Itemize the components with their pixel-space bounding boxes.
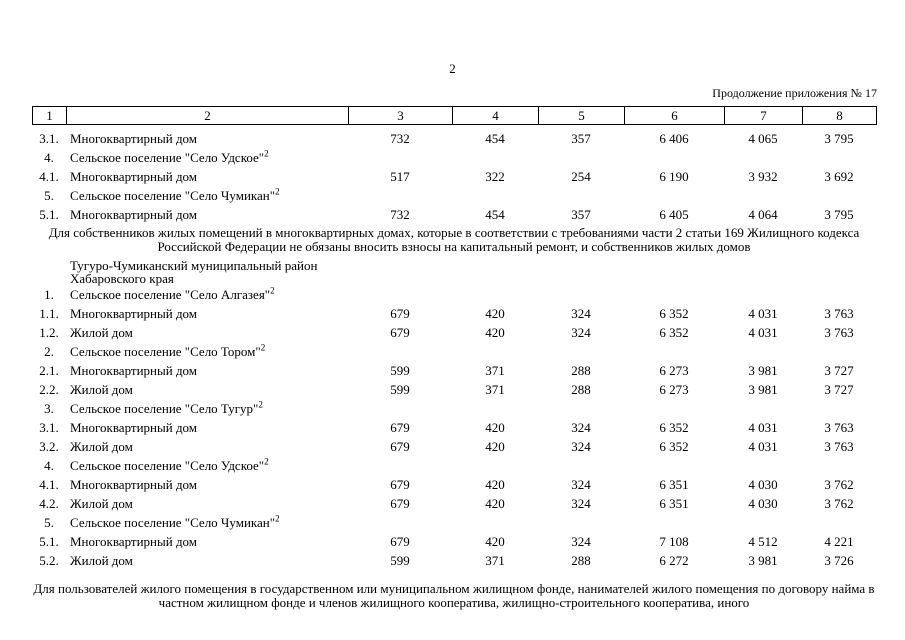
value-cell (624, 342, 724, 361)
header-row (33, 107, 877, 125)
separator-text: Для собственников жилых помещений в многоквартирных домах, которые в соответствии с требованиями части 2 статьи 169 Жилищного кодекса Российской Федерации не обязаны вносить взносы на капитальный ремонт, и собственников жилых домов (48, 225, 860, 254)
row-number: 3. (44, 401, 54, 416)
row-number: 4.1. (39, 477, 59, 492)
value-cell (624, 513, 724, 532)
header-cell: 4 (453, 107, 539, 125)
row-number: 2.2. (39, 382, 59, 397)
row-name (66, 129, 348, 148)
row-number: 4. (44, 150, 54, 165)
value-cell: 3 981 (748, 363, 778, 378)
value-cell: 420 (485, 306, 505, 321)
row-name (66, 205, 348, 224)
value-cell (724, 342, 802, 361)
value-cell: 324 (571, 306, 591, 321)
value-cell (538, 285, 624, 304)
value-cell: 371 (485, 553, 505, 568)
value-cell: 3 795 (824, 207, 854, 222)
value-cell (624, 285, 724, 304)
row-name-text: Многоквартирный дом (70, 420, 198, 435)
value-cell (802, 186, 876, 205)
row-name (66, 167, 348, 186)
value-cell (624, 399, 724, 418)
value-cell (802, 148, 876, 167)
row-name (66, 456, 348, 475)
value-cell: 357 (571, 131, 591, 146)
value-cell (538, 399, 624, 418)
value-cell: 3 763 (824, 439, 854, 454)
value-cell (348, 186, 452, 205)
row-number: 5. (44, 188, 54, 203)
value-cell: 679 (390, 325, 410, 340)
value-cell: 517 (390, 169, 410, 184)
row-number: 4.1. (39, 169, 59, 184)
value-cell: 3 763 (824, 325, 854, 340)
value-cell: 322 (485, 169, 505, 184)
value-cell (802, 456, 876, 475)
district-num (32, 254, 66, 285)
row-name (66, 323, 348, 342)
table-row (32, 437, 876, 456)
footer-text: Для пользователей жилого помещения в государственном или муниципальном жилищном фонде, нанимателей жилого помещения по договору найма в частном жилищном фонде и членов жилищного кооператива, жилищно-строительного кооператива, иного (33, 581, 875, 610)
table-row (32, 285, 876, 304)
value-cell: 420 (485, 325, 505, 340)
row-name-text: Многоквартирный дом (70, 534, 198, 549)
value-cell: 732 (390, 207, 410, 222)
column-number-header (32, 106, 877, 125)
table-row (32, 129, 876, 148)
value-cell: 3 692 (824, 169, 854, 184)
value-cell: 371 (485, 363, 505, 378)
continuation-note: Продолжение приложения № 17 (712, 86, 877, 100)
value-cell: 3 981 (748, 553, 778, 568)
value-cell (724, 399, 802, 418)
header-cell: 2 (67, 107, 349, 125)
table-row (32, 323, 876, 342)
value-cell (802, 399, 876, 418)
row-number: 5.2. (39, 553, 59, 568)
header-cell: 1 (33, 107, 67, 125)
value-cell: 420 (485, 477, 505, 492)
district-name: Тугуро-Чумиканский муниципальный район Хабаровского края (70, 258, 318, 286)
value-cell: 6 190 (659, 169, 689, 184)
value-cell: 679 (390, 477, 410, 492)
value-cell: 3 763 (824, 306, 854, 321)
row-number: 2.1. (39, 363, 59, 378)
row-name-text: Сельское поселение "Село Тугур" (70, 401, 259, 416)
value-cell (348, 342, 452, 361)
row-number: 1.1. (39, 306, 59, 321)
value-cell (452, 513, 538, 532)
footnote-mark: 2 (264, 148, 269, 159)
value-cell (538, 456, 624, 475)
value-cell: 6 273 (659, 363, 689, 378)
footnote-mark: 2 (275, 513, 280, 524)
value-cell (802, 285, 876, 304)
value-cell: 4 031 (748, 325, 778, 340)
row-name (66, 304, 348, 323)
row-number: 1. (44, 287, 54, 302)
row-name-text: Сельское поселение "Село Чумикан" (70, 188, 276, 203)
row-name (66, 399, 348, 418)
value-cell: 371 (485, 382, 505, 397)
value-cell (538, 186, 624, 205)
row-number: 5.1. (39, 207, 59, 222)
value-cell (802, 513, 876, 532)
value-cell: 4 065 (748, 131, 778, 146)
row-number: 3.1. (39, 420, 59, 435)
value-cell (724, 513, 802, 532)
row-number: 4.2. (39, 496, 59, 511)
page-number: 2 (449, 61, 456, 76)
value-cell: 599 (390, 553, 410, 568)
table-row (32, 205, 876, 224)
value-cell: 6 273 (659, 382, 689, 397)
row-name (66, 186, 348, 205)
row-name (66, 285, 348, 304)
header-cell: 3 (349, 107, 453, 125)
value-cell (724, 186, 802, 205)
value-cell (348, 148, 452, 167)
value-cell: 6 352 (659, 325, 689, 340)
value-cell: 357 (571, 207, 591, 222)
table-row (32, 494, 876, 513)
row-number: 5.1. (39, 534, 59, 549)
row-name (66, 148, 348, 167)
value-cell: 288 (571, 382, 591, 397)
value-cell: 420 (485, 420, 505, 435)
footnote-mark: 2 (258, 399, 263, 410)
table-row (32, 532, 876, 551)
value-cell: 420 (485, 439, 505, 454)
row-name-text: Жилой дом (70, 439, 133, 454)
row-name-text: Жилой дом (70, 496, 133, 511)
value-cell (624, 186, 724, 205)
value-cell: 679 (390, 439, 410, 454)
row-name-text: Многоквартирный дом (70, 363, 198, 378)
value-cell (452, 186, 538, 205)
value-cell (538, 342, 624, 361)
row-name (66, 475, 348, 494)
value-cell: 679 (390, 496, 410, 511)
table-row (32, 418, 876, 437)
table-row (32, 551, 876, 570)
value-cell (802, 342, 876, 361)
value-cell: 4 030 (748, 496, 778, 511)
value-cell: 324 (571, 496, 591, 511)
value-cell (452, 148, 538, 167)
row-name-text: Сельское поселение "Село Удское" (70, 458, 265, 473)
row-name-text: Жилой дом (70, 382, 133, 397)
table-row (32, 167, 876, 186)
header-cell: 5 (539, 107, 625, 125)
value-cell: 732 (390, 131, 410, 146)
table-row (32, 186, 876, 205)
row-name-text: Жилой дом (70, 553, 133, 568)
value-cell: 3 763 (824, 420, 854, 435)
value-cell: 4 064 (748, 207, 778, 222)
district-empty (348, 254, 876, 285)
value-cell (624, 148, 724, 167)
district-row (32, 254, 876, 285)
value-cell (452, 342, 538, 361)
row-name (66, 532, 348, 551)
value-cell: 4 031 (748, 420, 778, 435)
row-name-text: Жилой дом (70, 325, 133, 340)
row-name-text: Многоквартирный дом (70, 131, 198, 146)
value-cell: 420 (485, 534, 505, 549)
value-cell: 7 108 (659, 534, 689, 549)
row-name-text: Многоквартирный дом (70, 169, 198, 184)
row-name-text: Сельское поселение "Село Тором" (70, 344, 261, 359)
value-cell: 679 (390, 306, 410, 321)
footnote-mark: 2 (270, 285, 275, 296)
row-number: 3.2. (39, 439, 59, 454)
value-cell: 3 726 (824, 553, 854, 568)
value-cell: 324 (571, 477, 591, 492)
value-cell: 254 (571, 169, 591, 184)
value-cell: 4 031 (748, 306, 778, 321)
value-cell: 324 (571, 325, 591, 340)
value-cell: 599 (390, 382, 410, 397)
value-cell (348, 399, 452, 418)
table-row (32, 380, 876, 399)
row-name (66, 551, 348, 570)
row-number: 4. (44, 458, 54, 473)
table-row (32, 513, 876, 532)
table-row (32, 304, 876, 323)
row-name-text: Многоквартирный дом (70, 477, 198, 492)
table-row (32, 475, 876, 494)
table-row (32, 342, 876, 361)
table-row (32, 148, 876, 167)
value-cell: 3 981 (748, 382, 778, 397)
value-cell: 3 932 (748, 169, 778, 184)
footnote-mark: 2 (264, 456, 269, 467)
value-cell: 3 762 (824, 496, 854, 511)
header-cell: 6 (625, 107, 725, 125)
value-cell: 679 (390, 534, 410, 549)
value-cell (724, 456, 802, 475)
value-cell: 6 352 (659, 306, 689, 321)
value-cell: 454 (485, 131, 505, 146)
row-name (66, 494, 348, 513)
value-cell (348, 456, 452, 475)
row-number: 5. (44, 515, 54, 530)
value-cell: 454 (485, 207, 505, 222)
value-cell: 6 272 (659, 553, 689, 568)
value-cell: 324 (571, 439, 591, 454)
row-name (66, 342, 348, 361)
value-cell (452, 456, 538, 475)
table-row (32, 456, 876, 475)
value-cell (538, 513, 624, 532)
row-name-text: Сельское поселение "Село Чумикан" (70, 515, 276, 530)
value-cell: 6 352 (659, 420, 689, 435)
header-cell: 7 (725, 107, 803, 125)
value-cell: 324 (571, 534, 591, 549)
row-name-text: Многоквартирный дом (70, 306, 198, 321)
row-name-text: Сельское поселение "Село Алгазея" (70, 287, 271, 302)
header-cell: 8 (803, 107, 877, 125)
value-cell: 6 351 (659, 477, 689, 492)
value-cell: 420 (485, 496, 505, 511)
value-cell: 324 (571, 420, 591, 435)
row-number: 2. (44, 344, 54, 359)
row-name (66, 513, 348, 532)
footnote-mark: 2 (275, 186, 280, 197)
value-cell: 288 (571, 553, 591, 568)
value-cell: 6 351 (659, 496, 689, 511)
value-cell: 3 727 (824, 363, 854, 378)
value-cell: 3 727 (824, 382, 854, 397)
rates-table (32, 129, 876, 570)
value-cell: 6 405 (659, 207, 689, 222)
section-separator (32, 224, 876, 254)
value-cell (452, 399, 538, 418)
value-cell (348, 513, 452, 532)
value-cell (452, 285, 538, 304)
row-number: 3.1. (39, 131, 59, 146)
value-cell: 6 352 (659, 439, 689, 454)
row-name (66, 380, 348, 399)
value-cell: 6 406 (659, 131, 689, 146)
value-cell: 599 (390, 363, 410, 378)
value-cell: 3 795 (824, 131, 854, 146)
value-cell: 679 (390, 420, 410, 435)
value-cell: 3 762 (824, 477, 854, 492)
value-cell (348, 285, 452, 304)
value-cell (724, 148, 802, 167)
row-name (66, 418, 348, 437)
table-row (32, 399, 876, 418)
row-number: 1.2. (39, 325, 59, 340)
footnote-mark: 2 (260, 342, 266, 353)
value-cell: 4 221 (824, 534, 854, 549)
row-name-text: Многоквартирный дом (70, 207, 198, 222)
value-cell: 4 512 (748, 534, 778, 549)
value-cell: 4 030 (748, 477, 778, 492)
value-cell (724, 285, 802, 304)
value-cell (538, 148, 624, 167)
value-cell: 4 031 (748, 439, 778, 454)
value-cell: 288 (571, 363, 591, 378)
row-name (66, 437, 348, 456)
row-name-text: Сельское поселение "Село Удское" (70, 150, 265, 165)
value-cell (624, 456, 724, 475)
table-row (32, 361, 876, 380)
row-name (66, 361, 348, 380)
